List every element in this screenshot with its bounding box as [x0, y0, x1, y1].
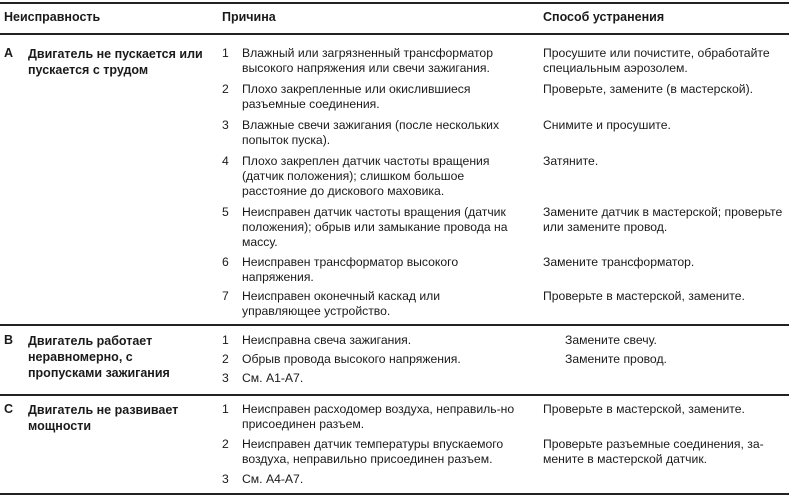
remedy-text: Проверьте в мастерской, замените.: [543, 402, 745, 416]
cause-number: 6: [222, 255, 229, 269]
table-bottom-rule: [0, 493, 789, 495]
fault-description: Двигатель работает неравномерно, с пропусками зажигания: [28, 334, 170, 380]
section-letter: C: [4, 402, 14, 416]
cause-number: 3: [222, 371, 229, 385]
remedy-text: Замените свечу.: [565, 333, 657, 347]
remedy-text: Снимите и просушите.: [543, 118, 671, 132]
section-rule: [0, 394, 789, 396]
cause-text: Плохо закрепленные или окислившиеся разъемные соединения.: [242, 82, 471, 111]
remedy-text: Проверьте, замените (в мастерской).: [543, 82, 754, 96]
header-remedy: Способ устранения: [543, 10, 665, 24]
remedy-text: Затяните.: [543, 154, 599, 168]
cause-text: Плохо закреплен датчик частоты вращения (датчик положения); слишком большое расстояние до дискового маховика.: [242, 154, 490, 198]
cause-text: Неисправен датчик частоты вращения (датчик положения); обрыв или замыкание провода на массу.: [242, 205, 508, 249]
header-fault: Неисправность: [4, 10, 101, 24]
cause-text: Неисправен оконечный каскад или управляющее устройство.: [242, 289, 441, 318]
remedy-text: Замените датчик в мастерской; проверьте или замените провод.: [543, 205, 783, 234]
cause-text: Неисправен расходомер воздуха, неправиль-но присоединен разъем.: [242, 402, 515, 431]
cause-number: 2: [222, 82, 229, 96]
cause-number: 2: [222, 437, 229, 451]
cause-text: Влажный или загрязненный трансформатор высокого напряжения или свечи зажигания.: [242, 46, 493, 75]
section-letter: A: [4, 46, 14, 60]
header-rule: [0, 33, 789, 35]
cause-number: 1: [222, 402, 229, 416]
cause-number: 3: [222, 118, 229, 132]
remedy-text: Замените трансформатор.: [543, 255, 695, 269]
cause-number: 1: [222, 333, 229, 347]
cause-text: См. А1-А7.: [242, 371, 304, 385]
remedy-text: Проверьте в мастерской, замените.: [543, 289, 745, 303]
remedy-text: Просушите или почистите, обработайте специальным аэрозолем.: [543, 46, 770, 75]
cause-number: 7: [222, 289, 229, 303]
section-letter: B: [4, 333, 14, 347]
cause-number: 1: [222, 46, 229, 60]
cause-number: 3: [222, 472, 229, 486]
remedy-text: Замените провод.: [565, 352, 667, 366]
cause-text: Неисправна свеча зажигания.: [242, 333, 412, 347]
fault-description: Двигатель не пускается или пускается с трудом: [28, 47, 203, 77]
cause-text: Обрыв провода высокого напряжения.: [242, 352, 461, 366]
cause-text: Неисправен трансформатор высокого напряжения.: [242, 255, 459, 284]
remedy-text: Проверьте разъемные соединения, за-мените в мастерской датчик.: [543, 437, 764, 466]
section-rule: [0, 324, 789, 326]
header-cause: Причина: [222, 10, 276, 24]
cause-number: 4: [222, 154, 229, 168]
fault-description: Двигатель не развивает мощности: [28, 403, 179, 433]
cause-number: 2: [222, 352, 229, 366]
cause-text: См. А4-А7.: [242, 472, 304, 486]
cause-text: Неисправен датчик температуры впускаемого воздуха, неправильно присоединен разъем.: [242, 437, 504, 466]
cause-number: 5: [222, 205, 229, 219]
table-top-rule: [0, 2, 789, 4]
cause-text: Влажные свечи зажигания (после нескольких попыток пуска).: [242, 118, 500, 147]
